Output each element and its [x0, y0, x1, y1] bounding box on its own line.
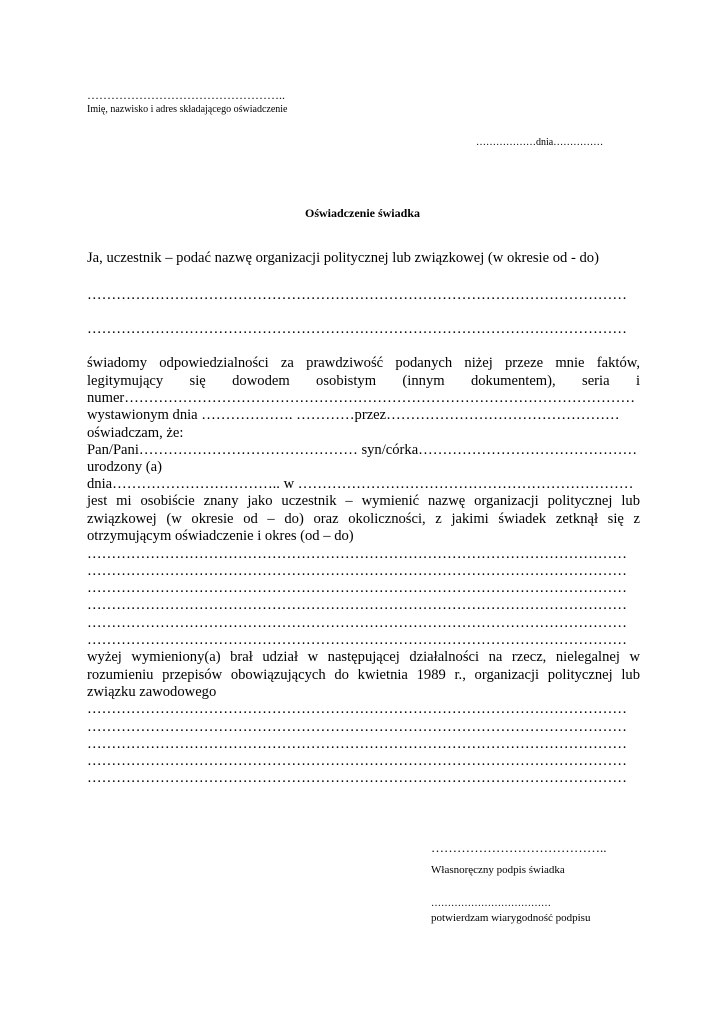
date-line: ………………dnia……………: [476, 137, 604, 148]
dotted-line: …………………………………………………………………………………………………: [87, 580, 627, 596]
body-line: wyżej wymieniony(a) brał udział w następującej działalności na rzecz, nielegalnej w: [87, 649, 640, 665]
body-line: dnia…………………………….. w ……………………………………………………………: [87, 476, 634, 492]
signature-dots: …………………………………..: [431, 840, 607, 855]
body-line: wystawionym dnia ………………. …………przez…………………………………………: [87, 407, 620, 423]
confirmation-caption: potwierdzam wiarygodność podpisu: [431, 912, 591, 924]
body-line: legitymujący się dowodem osobistym (innym dokumentem), seria i: [87, 373, 640, 389]
body-line: oświadczam, że:: [87, 425, 184, 441]
body-line: świadomy odpowiedzialności za prawdziwość podanych niżej przeze mnie faktów,: [87, 355, 640, 371]
dotted-line: …………………………………………………………………………………………………: [87, 597, 627, 613]
body-line: Pan/Pani……………………………………… syn/córka………………………………………: [87, 442, 638, 458]
dotted-line: …………………………………………………………………………………………………: [87, 736, 627, 752]
body-line: jest mi osobiście znany jako uczestnik – wymienić nazwę organizacji politycznej lub: [87, 493, 640, 509]
dotted-line: …………………………………………………………………………………………………: [87, 719, 627, 735]
intro-text: Ja, uczestnik – podać nazwę organizacji politycznej lub związkowej (w okresie od - do): [87, 250, 599, 266]
dotted-line: …………………………………………………………………………………………………: [87, 287, 627, 303]
signature-caption: Własnoręczny podpis świadka: [431, 864, 565, 876]
confirmation-dots: ………………………………: [431, 898, 551, 909]
document-title: Oświadczenie świadka: [304, 206, 420, 220]
name-caption: Imię, nazwisko i adres składającego oświadczenie: [87, 104, 288, 115]
dotted-line: …………………………………………………………………………………………………: [87, 615, 627, 631]
body-line: urodzony (a): [87, 459, 162, 475]
dotted-line: …………………………………………………………………………………………………: [87, 701, 627, 717]
body-line: związkowej (w okresie od – do) oraz okoliczności, z jakimi świadek zetknął się z: [87, 511, 640, 527]
body-line: rozumieniu przepisów obowiązujących do kwietnia 1989 r., organizacji politycznej lub: [87, 667, 640, 683]
dotted-line: …………………………………………………………………………………………………: [87, 632, 627, 648]
body-line: otrzymującym oświadczenie i okres (od – do): [87, 528, 354, 544]
dotted-line: …………………………………………………………………………………………………: [87, 753, 627, 769]
dotted-line: …………………………………………………………………………………………………: [87, 321, 627, 337]
name-dots: …………………………………………..: [87, 88, 285, 102]
dotted-line: …………………………………………………………………………………………………: [87, 770, 627, 786]
dotted-line: …………………………………………………………………………………………………: [87, 546, 627, 562]
dotted-line: …………………………………………………………………………………………………: [87, 563, 627, 579]
body-line: związku zawodowego: [87, 684, 217, 700]
body-line: numer……………………………………………………………………………………………: [87, 390, 636, 406]
